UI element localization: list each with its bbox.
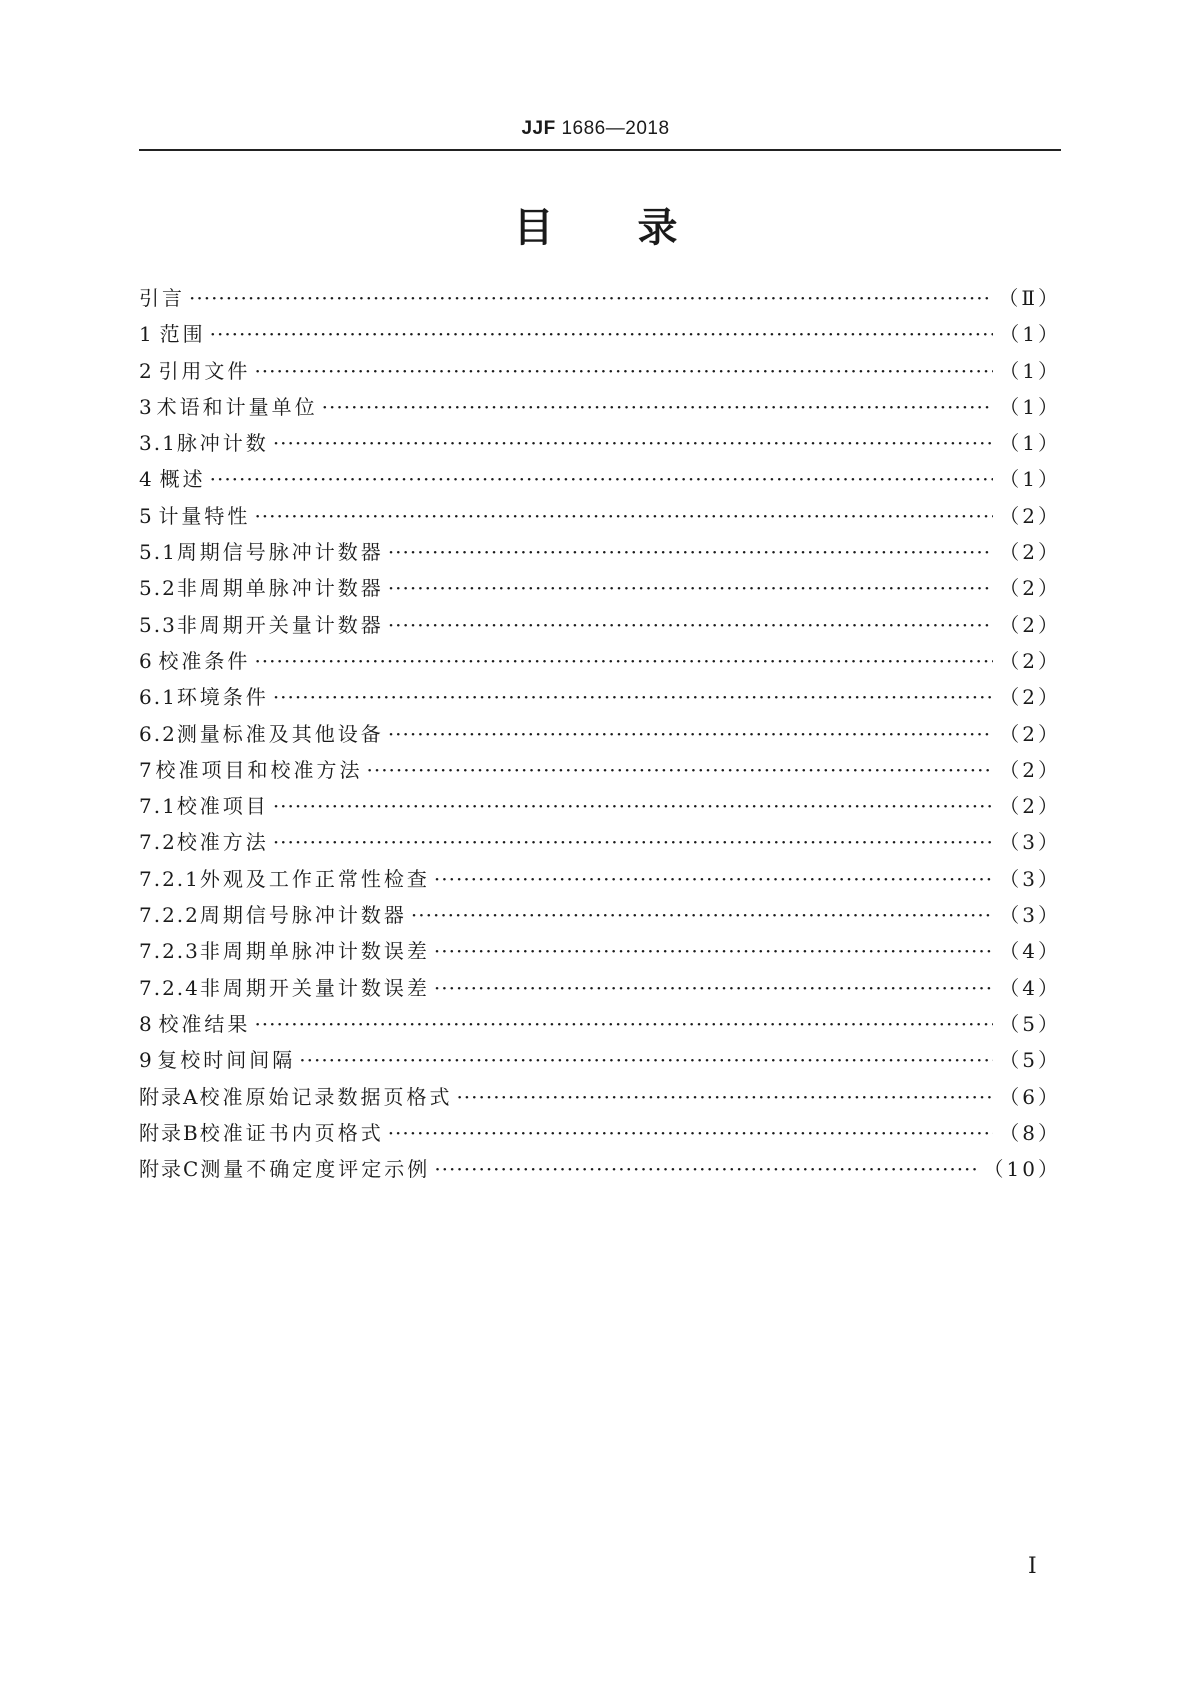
- toc-entry-number: 7.2.1: [139, 866, 200, 891]
- toc-entry-number: 9: [139, 1048, 154, 1073]
- toc-dot-leader: [388, 1115, 994, 1151]
- toc-dot-leader: [434, 861, 993, 897]
- toc-dot-leader: [254, 498, 993, 534]
- toc-dot-leader: [254, 643, 993, 679]
- toc-entry-title: 引言: [139, 286, 185, 310]
- toc-entry-number: 1: [139, 322, 154, 347]
- toc-entry-number: 7.2.4: [139, 975, 200, 1000]
- toc-entry-page: （8）: [999, 1120, 1061, 1145]
- document-code: [0, 118, 1191, 140]
- toc-entry-3[interactable]: [139, 389, 1061, 425]
- toc-entry-appendix-c[interactable]: [139, 1151, 1061, 1187]
- toc-entry-page: （2）: [999, 685, 1061, 710]
- toc-entry-2[interactable]: [139, 353, 1061, 389]
- toc-entry-title: 非周期单脉冲计数器: [176, 576, 384, 601]
- toc-entry-page: （2）: [999, 540, 1061, 565]
- toc-dot-leader: [273, 824, 993, 860]
- toc-entry-number: 5.2: [139, 576, 177, 601]
- toc-entry-title: 外观及工作正常性检查: [199, 866, 430, 891]
- toc-entry-intro[interactable]: [139, 280, 1061, 316]
- toc-entry-title: 校准方法: [176, 830, 269, 855]
- toc-entry-5-2[interactable]: [139, 570, 1061, 606]
- toc-entry-title: 测量不确定度评定示例: [200, 1157, 431, 1182]
- toc-entry-7-1[interactable]: [139, 788, 1061, 824]
- toc-entry-number: 3: [139, 394, 154, 419]
- toc-entry-1[interactable]: [139, 316, 1061, 352]
- toc-entry-7-2[interactable]: [139, 824, 1061, 860]
- toc-entry-number: 6.2: [139, 721, 177, 746]
- toc-entry-6-1[interactable]: [139, 679, 1061, 715]
- toc-entry-appendix-a[interactable]: [139, 1079, 1061, 1115]
- toc-entry-page: （5）: [999, 1048, 1061, 1073]
- toc-dot-leader: [189, 280, 992, 316]
- toc-entry-page: （2）: [999, 612, 1061, 637]
- toc-entry-number: 7.2.2: [139, 903, 200, 928]
- toc-entry-title: 术语和计量单位: [156, 394, 318, 419]
- toc-entry-number: 8: [139, 1011, 154, 1036]
- toc-entry-page: （Ⅱ）: [998, 286, 1061, 310]
- toc-entry-5-1[interactable]: [139, 534, 1061, 570]
- header-divider: [139, 149, 1061, 151]
- toc-entry-6-2[interactable]: [139, 716, 1061, 752]
- toc-entry-title: 计量特性: [158, 503, 251, 528]
- toc-entry-title: 校准项目和校准方法: [155, 757, 363, 782]
- toc-dot-leader: [273, 425, 993, 461]
- toc-dot-leader: [210, 316, 994, 352]
- toc-entry-number: 6: [139, 648, 154, 673]
- toc-dot-leader: [388, 534, 993, 570]
- toc-entry-page: （1）: [999, 358, 1061, 383]
- toc-dot-leader: [273, 788, 993, 824]
- toc-entry-title: 校准项目: [176, 794, 269, 819]
- toc-entry-number: 附录A: [139, 1084, 200, 1109]
- toc-entry-7-2-3[interactable]: [139, 933, 1061, 969]
- toc-entry-number: 3.1: [139, 431, 177, 456]
- toc-entry-title: 测量标准及其他设备: [176, 721, 384, 746]
- toc-entry-page: （2）: [999, 503, 1061, 528]
- toc-entry-8[interactable]: [139, 1006, 1061, 1042]
- toc-dot-leader: [366, 752, 993, 788]
- toc-entry-page: （4）: [999, 975, 1061, 1000]
- toc-entry-title: 校准结果: [158, 1011, 251, 1036]
- toc-entry-number: 附录B: [139, 1120, 200, 1145]
- toc-entry-7[interactable]: [139, 752, 1061, 788]
- toc-entry-page: （5）: [999, 1011, 1061, 1036]
- toc-entry-page: （1）: [999, 322, 1061, 347]
- toc-entry-number: 7.1: [139, 794, 177, 819]
- toc-entry-number: 7.2: [139, 830, 177, 855]
- toc-dot-leader: [388, 570, 993, 606]
- toc-entry-page: （6）: [999, 1084, 1061, 1109]
- toc-dot-leader: [322, 389, 994, 425]
- toc-entry-title: 范围: [159, 322, 206, 347]
- toc-entry-number: 5.1: [139, 540, 177, 565]
- toc-dot-leader: [254, 353, 993, 389]
- toc-entry-5[interactable]: [139, 498, 1061, 534]
- toc-entry-page: （2）: [999, 721, 1061, 746]
- toc-entry-appendix-b[interactable]: [139, 1115, 1061, 1151]
- toc-dot-leader: [434, 1151, 977, 1187]
- toc-entry-page: （3）: [999, 866, 1061, 891]
- toc-dot-leader: [273, 679, 993, 715]
- toc-entry-title: 校准原始记录数据页格式: [199, 1084, 453, 1109]
- toc-entry-title: 环境条件: [176, 685, 269, 710]
- toc-entry-number: 4: [139, 467, 154, 492]
- toc-entry-number: 5: [139, 503, 154, 528]
- toc-dot-leader: [299, 1042, 993, 1078]
- toc-entry-9[interactable]: [139, 1042, 1061, 1078]
- toc-entry-page: （2）: [999, 576, 1061, 601]
- toc-entry-title: 周期信号脉冲计数器: [199, 903, 407, 928]
- toc-entry-title: 概述: [159, 467, 206, 492]
- toc-entry-page: （3）: [999, 903, 1061, 928]
- toc-entry-page: （10）: [983, 1157, 1061, 1182]
- toc-entry-7-2-1[interactable]: [139, 861, 1061, 897]
- toc-entry-4[interactable]: [139, 461, 1061, 497]
- toc-entry-title: 校准证书内页格式: [199, 1120, 384, 1145]
- toc-entry-page: （2）: [999, 648, 1061, 673]
- toc-dot-leader: [434, 970, 993, 1006]
- toc-entry-5-3[interactable]: [139, 607, 1061, 643]
- toc-entry-3-1[interactable]: [139, 425, 1061, 461]
- toc-dot-leader: [434, 933, 993, 969]
- toc-dot-leader: [456, 1079, 993, 1115]
- toc-entry-title: 脉冲计数: [176, 431, 269, 456]
- page-number: I: [1028, 1554, 1037, 1579]
- toc-entry-number: 7: [139, 757, 154, 782]
- toc-entry-title: 非周期单脉冲计数误差: [199, 939, 430, 964]
- toc-entry-title: 引用文件: [158, 358, 251, 383]
- toc-dot-leader: [388, 716, 993, 752]
- toc-entry-number: 附录C: [139, 1157, 201, 1182]
- table-of-contents: [139, 280, 1061, 1187]
- toc-entry-7-2-4[interactable]: [139, 970, 1061, 1006]
- document-code-number: 1686—2018: [561, 118, 670, 139]
- toc-entry-6[interactable]: [139, 643, 1061, 679]
- toc-entry-number: 6.1: [139, 685, 177, 710]
- document-code-prefix: JJF: [521, 118, 556, 139]
- toc-dot-leader: [254, 1006, 993, 1042]
- toc-entry-number: 7.2.3: [139, 939, 200, 964]
- toc-entry-title: 非周期开关量计数误差: [199, 975, 430, 1000]
- toc-entry-page: （4）: [999, 939, 1061, 964]
- toc-entry-page: （1）: [999, 394, 1061, 419]
- toc-entry-title: 复校时间间隔: [157, 1048, 296, 1073]
- toc-entry-title: 校准条件: [158, 648, 251, 673]
- toc-entry-title: 周期信号脉冲计数器: [176, 540, 384, 565]
- toc-entry-page: （1）: [999, 431, 1061, 456]
- toc-entry-page: （1）: [999, 467, 1061, 492]
- toc-entry-page: （3）: [999, 830, 1061, 855]
- toc-entry-7-2-2[interactable]: [139, 897, 1061, 933]
- toc-dot-leader: [411, 897, 993, 933]
- toc-dot-leader: [388, 607, 993, 643]
- page-title: 目录: [513, 205, 762, 251]
- toc-entry-page: （2）: [999, 794, 1061, 819]
- toc-entry-number: 5.3: [139, 612, 177, 637]
- toc-entry-title: 非周期开关量计数器: [176, 612, 384, 637]
- toc-entry-page: （2）: [999, 757, 1061, 782]
- toc-dot-leader: [210, 461, 994, 497]
- toc-entry-number: 2: [139, 358, 154, 383]
